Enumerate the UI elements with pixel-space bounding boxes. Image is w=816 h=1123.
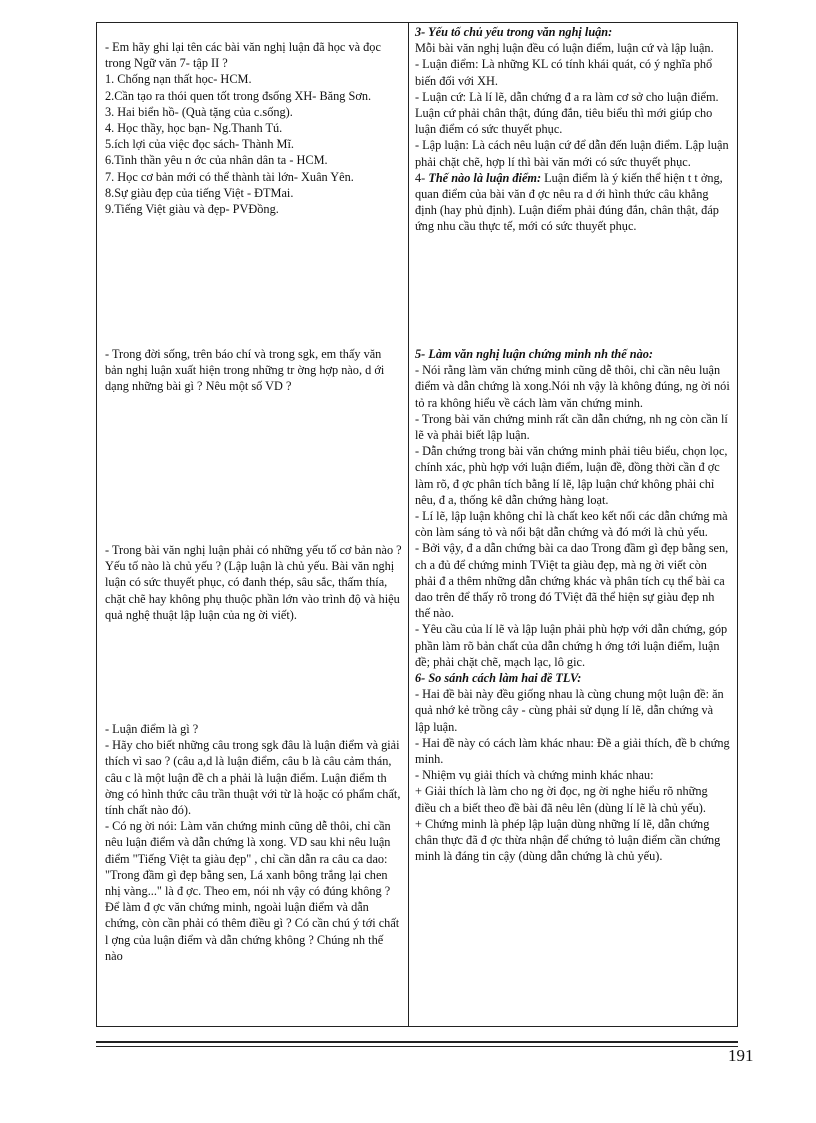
list-item: 7. Học cơ bản mới có thể thành tài lớn- Xuân Yên. [105,169,354,184]
answer-text: - Lí lẽ, lập luận không chỉ là chất keo kết nối các dẫn chứng mà còn làm sáng tỏ và nổi bật dẫn chứng và đó mới là chủ yếu. [415,509,728,540]
section-heading: 6- So sánh cách làm hai đề TLV: [415,671,582,686]
left-block-elements [105,542,402,623]
footer-rule-thin [96,1046,738,1047]
question-text: - Em hãy ghi lại tên các bài văn nghị luận đã học và đọc trong Ngữ văn 7- tập II ? [105,40,381,71]
footer-rule-thick [96,1041,738,1043]
question-text: - Có ng ời nói: Làm văn chứng minh cũng dễ thôi, chỉ cần nêu luận điểm và dẫn chứng là xong. VD sau khi nêu luận điểm "Tiếng Việt ta giàu đẹp" , chỉ cần dẫn ra câu ca dao: "Trong đầm gì đẹp bằng sen, Lá xanh bông trắng lại chen nhị vàng..." là đ ợc. Theo em, nói nh vậy có đúng không ? Để làm đ ợc văn chứng minh, ngoài luận điểm và dẫn chứng, còn cần phải có thêm điều gì ? Có cần chú ý tới chất l ợng của luận điểm và dẫn chứng không ? Chúng nh thế nào [105,819,400,963]
list-item: 4. Học thầy, học bạn- Ng.Thanh Tú. [105,121,283,136]
answer-text: - Lập luận: Là cách nêu luận cứ để dẫn đến luận điểm. Lập luận phải chặt chẽ, hợp lí thì bài văn mới có sức thuyết phục. [415,138,729,169]
answer-text: - Trong bài văn chứng minh rất cần dẫn chứng, nh ng còn cần lí lẽ và phải biết lập luận. [415,411,728,443]
answer-text: - Hai đề bài này đều giống nhau là cùng chung một luận đề: ăn quả nhớ kẻ trồng cây - cùng phải sử dụng lí lẽ, dẫn chứng và lập luận. [415,687,724,734]
answer-text: Luận điểm là ý kiến thể hiện t t ởng, quan điểm của bài văn đ ợc nêu ra d ới hình thức câu khẳng định (hay phủ định). Luận điểm phải đúng đắn, chân thật, đáp ứng nhu cầu thực tế, mới có sức thuyết phục. [415,170,723,234]
answer-text: - Luận điểm: Là những KL có tính khái quát, có ý nghĩa phổ biến đối với XH. [415,57,713,88]
section-number: 4- [415,170,429,185]
left-column [97,23,409,1026]
answer-text: Mỗi bài văn nghị luận đều có luận điểm, luận cứ và lập luận. [415,41,714,56]
page-number: 191 [728,1046,754,1065]
answer-text: - Dẫn chứng trong bài văn chứng minh phải tiêu biểu, chọn lọc, chính xác, phù hợp với luận điểm, luận đề, đồng thời cần đ ợc làm rõ, đ ợc phân tích bằng lí lẽ, lập luận chứ không phải chỉ nêu, đ a, thống kê dẫn chứng hàng loạt. [415,444,728,507]
answer-text: - Yêu cầu của lí lẽ và lập luận phải phù hợp với dẫn chứng, góp phần làm rõ bản chất của dẫn chứng h ớng tới luận điểm, luận đề; phải chặt chẽ, mạch lạc, lô gic. [415,622,728,669]
section-heading: 5- Làm văn nghị luận chứng minh nh thế nào: [415,347,653,361]
answer-text: - Nói rằng làm văn chứng minh cũng dễ thôi, chỉ cần nêu luận điểm và dẫn chứng là xong.Nói nh vậy là không đúng, ng ời nói tỏ ra không hiểu về cách làm văn chứng minh. [415,363,730,410]
section-4-paragraph [415,170,731,235]
question-text: - Trong đời sống, trên báo chí và trong sgk, em thấy văn bản nghị luận xuất hiện trong những tr ờng hợp nào, d ới dạng những bài gì ? Nêu một số VD ? [105,347,385,394]
section-heading: Thế nào là luận điểm: [428,170,542,185]
list-item: 5.ích lợi của việc đọc sách- Thành Mĩ. [105,137,294,152]
answer-text: + Chứng minh là phép lập luận dùng những lí lẽ, dẫn chứng chân thực đã đ ợc thừa nhận để chứng tỏ luận điểm cần chứng minh là đáng tin cậy (dùng dẫn chứng là chủ yếu). [415,816,721,864]
left-block-works-list [105,39,402,217]
answer-text: - Luận cứ: Là lí lẽ, dẫn chứng đ a ra làm cơ sở cho luận điểm. Luận cứ phải chân thật, đúng đắn, tiêu biểu thì mới giúp cho luận điểm có sức thuyết phục. [415,89,719,137]
list-item: 9.Tiếng Việt giàu và đẹp- PVĐồng. [105,202,279,217]
left-block-thesis [105,721,402,964]
list-item: 2.Cần tạo ra thói quen tốt trong đsống XH- Băng Sơn. [105,88,372,103]
answer-text: - Hai đề này có cách làm khác nhau: Đề a giải thích, đề b chứng minh. [415,735,730,767]
right-section-5 [415,346,731,865]
question-text: - Trong bài văn nghị luận phải có những yếu tố cơ bản nào ? Yếu tố nào là chủ yếu ? (Lập luận là chủ yếu. Bài văn nghị luận có sức thuyết phục, có đanh thép, sâu sắc, thấm thía, chặt chẽ hay không phụ thuộc phần lớn vào trình độ và hiệu quả nghệ thuật lập luận của ng ời viết). [105,543,402,622]
list-item: 8.Sự giàu đẹp của tiếng Việt - ĐTMai. [105,185,294,200]
question-text: - Luận điểm là gì ? [105,722,199,736]
left-block-occurrence [105,346,402,395]
answer-text: - Nhiệm vụ giải thích và chứng minh khác nhau: [415,768,654,783]
answer-text: - Bởi vậy, đ a dẫn chứng bài ca dao Trong đầm gì đẹp bằng sen, ch a đủ để chứng minh TViệt ta giàu đẹp, mà ng ời viết còn phải đ a thêm những dẫn chứng khác và phân tích cụ thể bài ca dao trên để thấy rõ trong đó TViệt đã thể hiện sự giàu đẹp nh thế nào. [415,541,729,621]
list-item: 1. Chống nạn thất học- HCM. [105,72,252,87]
list-item: 3. Hai biển hồ- (Quà tặng của c.sống). [105,104,293,119]
section-heading: 3- Yếu tố chủ yếu trong văn nghị luận: [415,25,613,39]
answer-text: + Giải thích là làm cho ng ời đọc, ng ời nghe hiểu rõ những điều ch a biết theo đề bài đã nêu lên (dùng lí lẽ là chủ yếu). [415,784,708,815]
list-item: 6.Tinh thần yêu n ớc của nhân dân ta - HCM. [105,153,328,168]
question-text: - Hãy cho biết những câu trong sgk đâu là luận điểm và giải thích vì sao ? (câu a,d là luận điểm, câu b là câu cảm thán, câu c là một luận đề ch a phải là luận điểm. Luận điểm th ờng có hình thức câu trần thuật với từ là hoặc có phẩm chất, tính chất nào đó). [105,738,401,818]
content-table [96,22,738,1027]
right-section-3 [415,24,731,235]
right-column [409,23,737,1026]
